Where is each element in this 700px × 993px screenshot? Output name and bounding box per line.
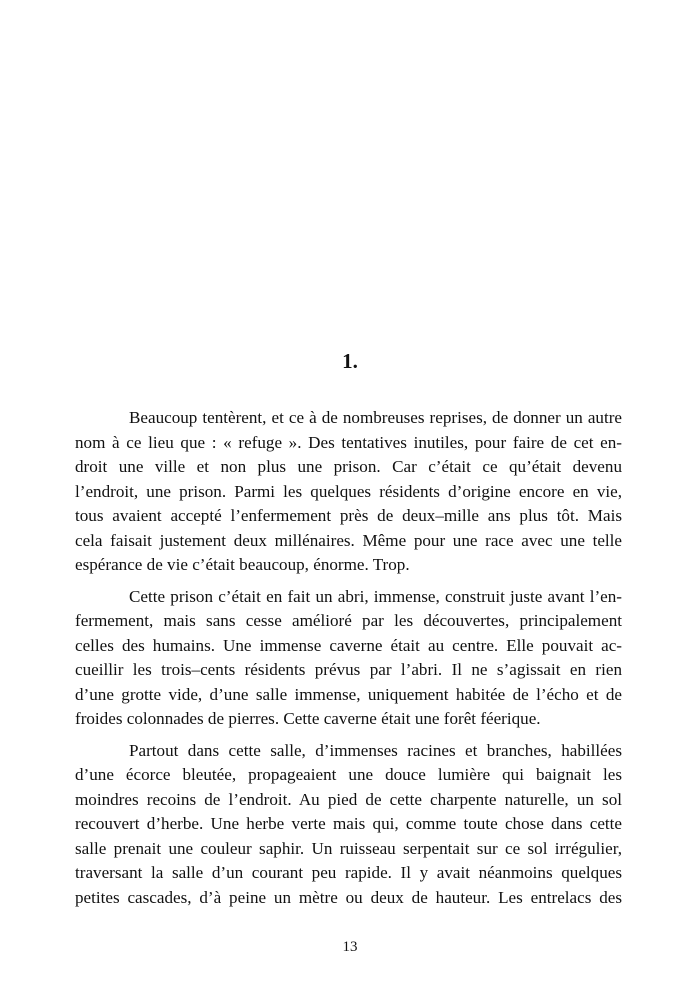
- page-number: 13: [342, 939, 358, 955]
- paragraph-3: [75, 739, 622, 911]
- text-line: droit une ville et non plus une prison. Car c’était ce qu’était devenu: [75, 457, 622, 476]
- text-line: d’une grotte vide, d’une salle immense, uniquement habitée de l’écho et de: [75, 684, 622, 704]
- text-line: petites cascades, d’à peine un mètre ou deux de hauteur. Les entrelacs des: [75, 887, 622, 907]
- text-line: espérance de vie c’était beaucoup, énorme. Trop.: [75, 555, 410, 574]
- text-line: Beaucoup tentèrent, et ce à de nombreuses reprises, de donner un autre: [129, 408, 622, 427]
- text-line: l’endroit, une prison. Parmi les quelques résidents d’origine encore en vie,: [75, 481, 622, 501]
- text-line: froides colonnades de pierres. Cette caverne était une forêt féerique.: [75, 709, 541, 728]
- text-line: nom à ce lieu que : « refuge ». Des tentatives inutiles, pour faire de cet en-: [75, 432, 622, 452]
- text-line: fermement, mais sans cesse amélioré par les découvertes, principalement: [75, 611, 622, 630]
- text-line: Partout dans cette salle, d’immenses racines et branches, habillées: [129, 740, 622, 760]
- text-line: cela faisait justement deux millénaires. Même pour une race avec une telle: [75, 530, 622, 550]
- text-line: Cette prison c’était en fait un abri, immense, construit juste avant l’en-: [129, 586, 622, 606]
- text-line: d’une écorce bleutée, propageaient une douce lumière qui baignait les: [75, 765, 622, 784]
- text-line: traversant la salle d’un courant peu rapide. Il y avait néanmoins quelques: [75, 863, 622, 882]
- paragraph-2: [75, 585, 622, 732]
- text-line: celles des humains. Une immense caverne était au centre. Elle pouvait ac-: [75, 635, 622, 655]
- text-line: moindres recoins de l’endroit. Au pied de cette charpente naturelle, un sol: [75, 789, 622, 809]
- chapter-title: 1.: [342, 349, 358, 373]
- text-line: tous avaient accepté l’enfermement près de deux–mille ans plus tôt. Mais: [75, 506, 622, 525]
- text-line: cueillir les trois–cents résidents prévus par l’abri. Il ne s’agissait en rien: [75, 660, 622, 679]
- text-line: recouvert d’herbe. Une herbe verte mais qui, comme toute chose dans cette: [75, 814, 622, 833]
- paragraph-1: [75, 406, 622, 578]
- body-text: [75, 406, 622, 917]
- text-line: salle prenait une couleur saphir. Un ruisseau serpentait sur ce sol irrégulier,: [75, 838, 622, 858]
